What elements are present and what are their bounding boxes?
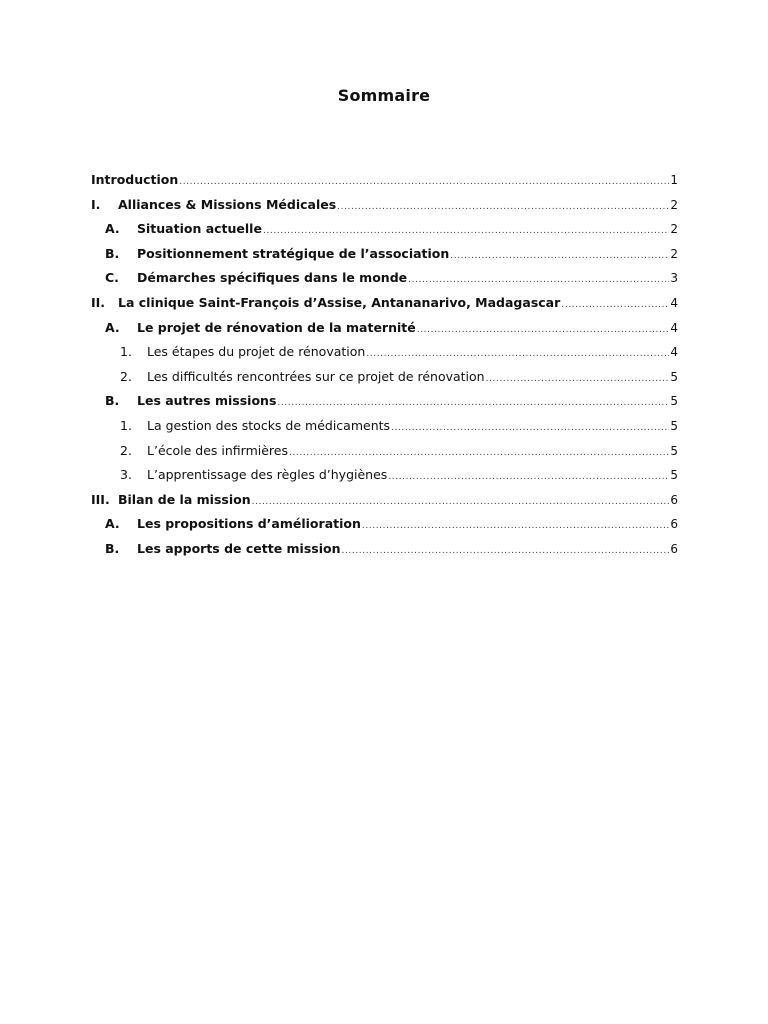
toc-entry-title: Les étapes du projet de rénovation — [147, 344, 366, 360]
toc-entry[interactable] — [91, 393, 678, 418]
table-of-contents — [91, 172, 678, 566]
toc-entry[interactable] — [91, 295, 678, 320]
toc-entry-number: III. — [91, 491, 110, 507]
toc-entry-title: Introduction — [91, 172, 179, 187]
page-title: Sommaire — [337, 86, 431, 105]
toc-entry-number: 3. — [120, 467, 132, 483]
toc-entry[interactable] — [91, 467, 678, 492]
toc-entry-page-number: 2 — [670, 246, 678, 261]
toc-entry-number: B. — [105, 540, 120, 556]
toc-entry-title: Les autres missions — [137, 393, 277, 409]
toc-entry-title: Bilan de la mission — [118, 491, 251, 507]
toc-entry-number: 1. — [120, 344, 132, 360]
toc-entry-title: L’école des infirmières — [147, 442, 288, 458]
toc-entry-page-number: 1 — [670, 173, 678, 187]
toc-entry-page-number: 6 — [670, 517, 678, 532]
dot-leader — [391, 423, 669, 433]
toc-entry-number: II. — [91, 294, 106, 310]
dot-leader — [450, 251, 669, 261]
toc-entry[interactable] — [91, 344, 678, 369]
toc-entry-title: Les propositions d’amélioration — [137, 516, 361, 532]
toc-entry-title: Situation actuelle — [137, 221, 262, 237]
dot-leader — [486, 374, 670, 384]
dot-leader — [408, 275, 669, 285]
toc-entry-number: A. — [105, 516, 120, 532]
toc-entry[interactable] — [91, 369, 678, 394]
toc-entry-number: B. — [105, 393, 120, 409]
toc-entry-page-number: 4 — [670, 345, 678, 360]
toc-entry-page-number: 3 — [670, 271, 678, 286]
dot-leader — [337, 202, 669, 212]
toc-entry-title: Positionnement stratégique de l’association — [137, 245, 450, 261]
toc-entry-page-number: 4 — [670, 320, 678, 335]
toc-entry-page-number: 6 — [670, 541, 678, 556]
toc-entry[interactable] — [91, 516, 678, 541]
dot-leader — [366, 349, 669, 359]
toc-entry[interactable] — [91, 418, 678, 443]
toc-entry-number: 1. — [120, 417, 132, 433]
toc-entry-number: A. — [105, 221, 120, 237]
toc-entry-number: C. — [105, 270, 119, 286]
toc-entry-page-number: 2 — [670, 222, 678, 237]
toc-entry-title: Démarches spécifiques dans le monde — [137, 270, 408, 286]
dot-leader — [561, 300, 669, 310]
dot-leader — [179, 177, 669, 187]
toc-entry-page-number: 6 — [670, 492, 678, 507]
dot-leader — [263, 226, 669, 236]
dot-leader — [362, 521, 669, 531]
dot-leader — [342, 546, 670, 556]
toc-entry-number: 2. — [120, 368, 132, 384]
dot-leader — [289, 448, 669, 458]
toc-entry[interactable] — [91, 320, 678, 345]
toc-entry[interactable] — [91, 221, 678, 246]
toc-entry[interactable] — [91, 270, 678, 295]
toc-entry[interactable] — [91, 246, 678, 271]
toc-entry-page-number: 2 — [670, 197, 678, 212]
toc-entry-page-number: 4 — [670, 295, 678, 310]
toc-entry-page-number: 5 — [670, 443, 678, 458]
toc-entry-number: I. — [91, 196, 101, 212]
dot-leader — [417, 325, 670, 335]
toc-entry-title: Les apports de cette mission — [137, 540, 341, 556]
toc-entry[interactable] — [91, 443, 678, 468]
dot-leader — [388, 472, 669, 482]
dot-leader — [277, 398, 669, 408]
toc-entry-title: La clinique Saint-François d’Assise, Antananarivo, Madagascar — [118, 294, 561, 310]
toc-entry[interactable] — [91, 541, 678, 566]
toc-entry-page-number: 5 — [670, 468, 678, 483]
toc-entry[interactable] — [91, 172, 678, 197]
toc-entry-number: B. — [105, 245, 120, 261]
toc-entry-title: L’apprentissage des règles d’hygiènes — [147, 467, 388, 483]
toc-entry-number: A. — [105, 319, 120, 335]
toc-entry-title: Alliances & Missions Médicales — [118, 196, 337, 212]
toc-entry-page-number: 5 — [670, 418, 678, 433]
toc-entry-page-number: 5 — [670, 394, 678, 409]
toc-entry-number: 2. — [120, 442, 132, 458]
dot-leader — [252, 497, 670, 507]
toc-entry-title: Les difficultés rencontrées sur ce projet de rénovation — [147, 368, 485, 384]
toc-entry[interactable] — [91, 492, 678, 517]
toc-entry-title: La gestion des stocks de médicaments — [147, 417, 391, 433]
toc-entry-page-number: 5 — [670, 369, 678, 384]
toc-entry[interactable] — [91, 197, 678, 222]
toc-entry-title: Le projet de rénovation de la maternité — [137, 319, 416, 335]
